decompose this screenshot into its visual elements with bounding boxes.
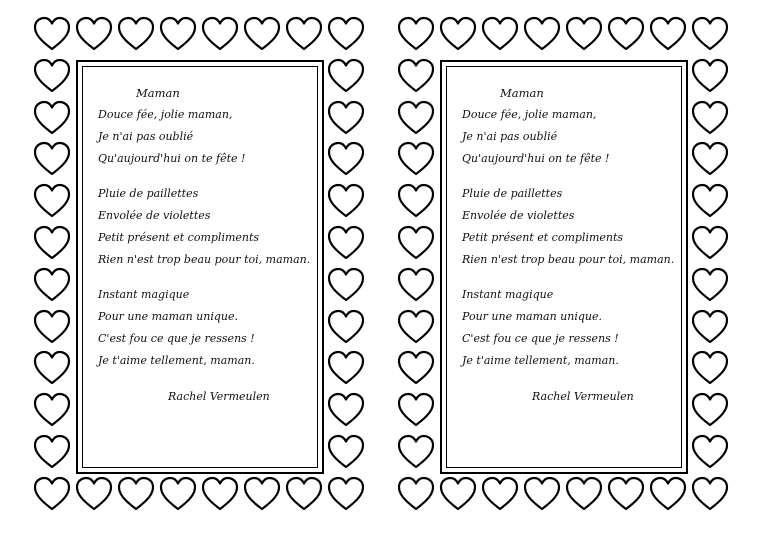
heart-outline-icon — [326, 181, 366, 221]
heart-outline-icon — [396, 307, 436, 347]
heart-outline-icon — [32, 56, 72, 96]
heart-outline-icon — [396, 56, 436, 96]
heart-outline-icon — [480, 474, 520, 514]
heart-outline-icon — [74, 474, 114, 514]
heart-outline-icon — [200, 14, 240, 54]
heart-outline-icon — [32, 390, 72, 430]
poem-title: Maman — [136, 86, 180, 100]
poem-line: Petit présent et compliments — [462, 231, 624, 244]
poem-frame — [440, 60, 688, 474]
heart-outline-icon — [690, 14, 730, 54]
heart-outline-icon — [690, 56, 730, 96]
heart-outline-icon — [326, 139, 366, 179]
poem-line: Rien n'est trop beau pour toi, maman. — [462, 253, 675, 266]
heart-outline-icon — [116, 14, 156, 54]
heart-outline-icon — [326, 14, 366, 54]
heart-outline-icon — [396, 265, 436, 305]
poem-line: Pluie de paillettes — [462, 187, 563, 200]
poem-card-right — [396, 14, 734, 514]
heart-outline-icon — [116, 474, 156, 514]
heart-outline-icon — [32, 307, 72, 347]
heart-outline-icon — [200, 474, 240, 514]
poem-line: Je t'aime tellement, maman. — [98, 354, 255, 367]
heart-outline-icon — [158, 474, 198, 514]
heart-outline-icon — [690, 474, 730, 514]
heart-outline-icon — [326, 223, 366, 263]
heart-outline-icon — [32, 14, 72, 54]
heart-outline-icon — [396, 432, 436, 472]
heart-outline-icon — [158, 14, 198, 54]
poem-title: Maman — [500, 86, 544, 100]
poem-line: Je t'aime tellement, maman. — [462, 354, 619, 367]
heart-outline-icon — [396, 181, 436, 221]
heart-outline-icon — [606, 14, 646, 54]
heart-outline-icon — [690, 139, 730, 179]
poem-line: Je n'ai pas oublié — [462, 130, 558, 143]
heart-outline-icon — [32, 98, 72, 138]
heart-outline-icon — [32, 348, 72, 388]
poem-line: Petit présent et compliments — [98, 231, 260, 244]
poem-author: Rachel Vermeulen — [532, 390, 634, 403]
heart-outline-icon — [396, 139, 436, 179]
heart-outline-icon — [690, 265, 730, 305]
poem-line: Envolée de violettes — [462, 209, 575, 222]
poem-line: Je n'ai pas oublié — [98, 130, 194, 143]
poem-frame — [76, 60, 324, 474]
heart-outline-icon — [242, 14, 282, 54]
heart-outline-icon — [326, 307, 366, 347]
heart-outline-icon — [564, 474, 604, 514]
heart-outline-icon — [564, 14, 604, 54]
heart-outline-icon — [284, 474, 324, 514]
heart-outline-icon — [32, 223, 72, 263]
heart-outline-icon — [326, 56, 366, 96]
poem-line: Instant magique — [98, 288, 190, 301]
heart-outline-icon — [648, 474, 688, 514]
heart-outline-icon — [396, 348, 436, 388]
poem-line: C'est fou ce que je ressens ! — [462, 332, 619, 345]
heart-outline-icon — [32, 474, 72, 514]
poem-line: Qu'aujourd'hui on te fête ! — [98, 152, 246, 165]
poem-line: Envolée de violettes — [98, 209, 211, 222]
heart-outline-icon — [326, 432, 366, 472]
heart-outline-icon — [690, 181, 730, 221]
poem-line: C'est fou ce que je ressens ! — [98, 332, 255, 345]
heart-outline-icon — [690, 390, 730, 430]
heart-outline-icon — [326, 348, 366, 388]
heart-outline-icon — [396, 223, 436, 263]
poem-line: Qu'aujourd'hui on te fête ! — [462, 152, 610, 165]
heart-outline-icon — [32, 265, 72, 305]
heart-outline-icon — [396, 474, 436, 514]
heart-outline-icon — [690, 98, 730, 138]
poem-text — [462, 82, 676, 408]
heart-outline-icon — [242, 474, 282, 514]
poem-line: Pour une maman unique. — [462, 310, 602, 323]
poem-author: Rachel Vermeulen — [168, 390, 270, 403]
heart-outline-icon — [522, 474, 562, 514]
heart-outline-icon — [326, 265, 366, 305]
poem-line: Douce fée, jolie maman, — [462, 108, 597, 121]
heart-outline-icon — [690, 307, 730, 347]
poem-line: Instant magique — [462, 288, 554, 301]
heart-outline-icon — [396, 98, 436, 138]
heart-outline-icon — [326, 390, 366, 430]
heart-outline-icon — [438, 474, 478, 514]
heart-outline-icon — [32, 432, 72, 472]
poem-line: Pour une maman unique. — [98, 310, 238, 323]
heart-outline-icon — [480, 14, 520, 54]
heart-outline-icon — [326, 98, 366, 138]
heart-outline-icon — [396, 14, 436, 54]
heart-outline-icon — [32, 139, 72, 179]
poem-line: Douce fée, jolie maman, — [98, 108, 233, 121]
poem-text — [98, 82, 312, 408]
heart-outline-icon — [396, 390, 436, 430]
heart-outline-icon — [284, 14, 324, 54]
heart-outline-icon — [74, 14, 114, 54]
heart-outline-icon — [690, 348, 730, 388]
poem-card-left — [32, 14, 370, 514]
heart-outline-icon — [32, 181, 72, 221]
heart-outline-icon — [606, 474, 646, 514]
heart-outline-icon — [522, 14, 562, 54]
poem-line: Rien n'est trop beau pour toi, maman. — [98, 253, 311, 266]
heart-outline-icon — [648, 14, 688, 54]
poem-line: Pluie de paillettes — [98, 187, 199, 200]
heart-outline-icon — [438, 14, 478, 54]
heart-outline-icon — [690, 432, 730, 472]
heart-outline-icon — [326, 474, 366, 514]
heart-outline-icon — [690, 223, 730, 263]
